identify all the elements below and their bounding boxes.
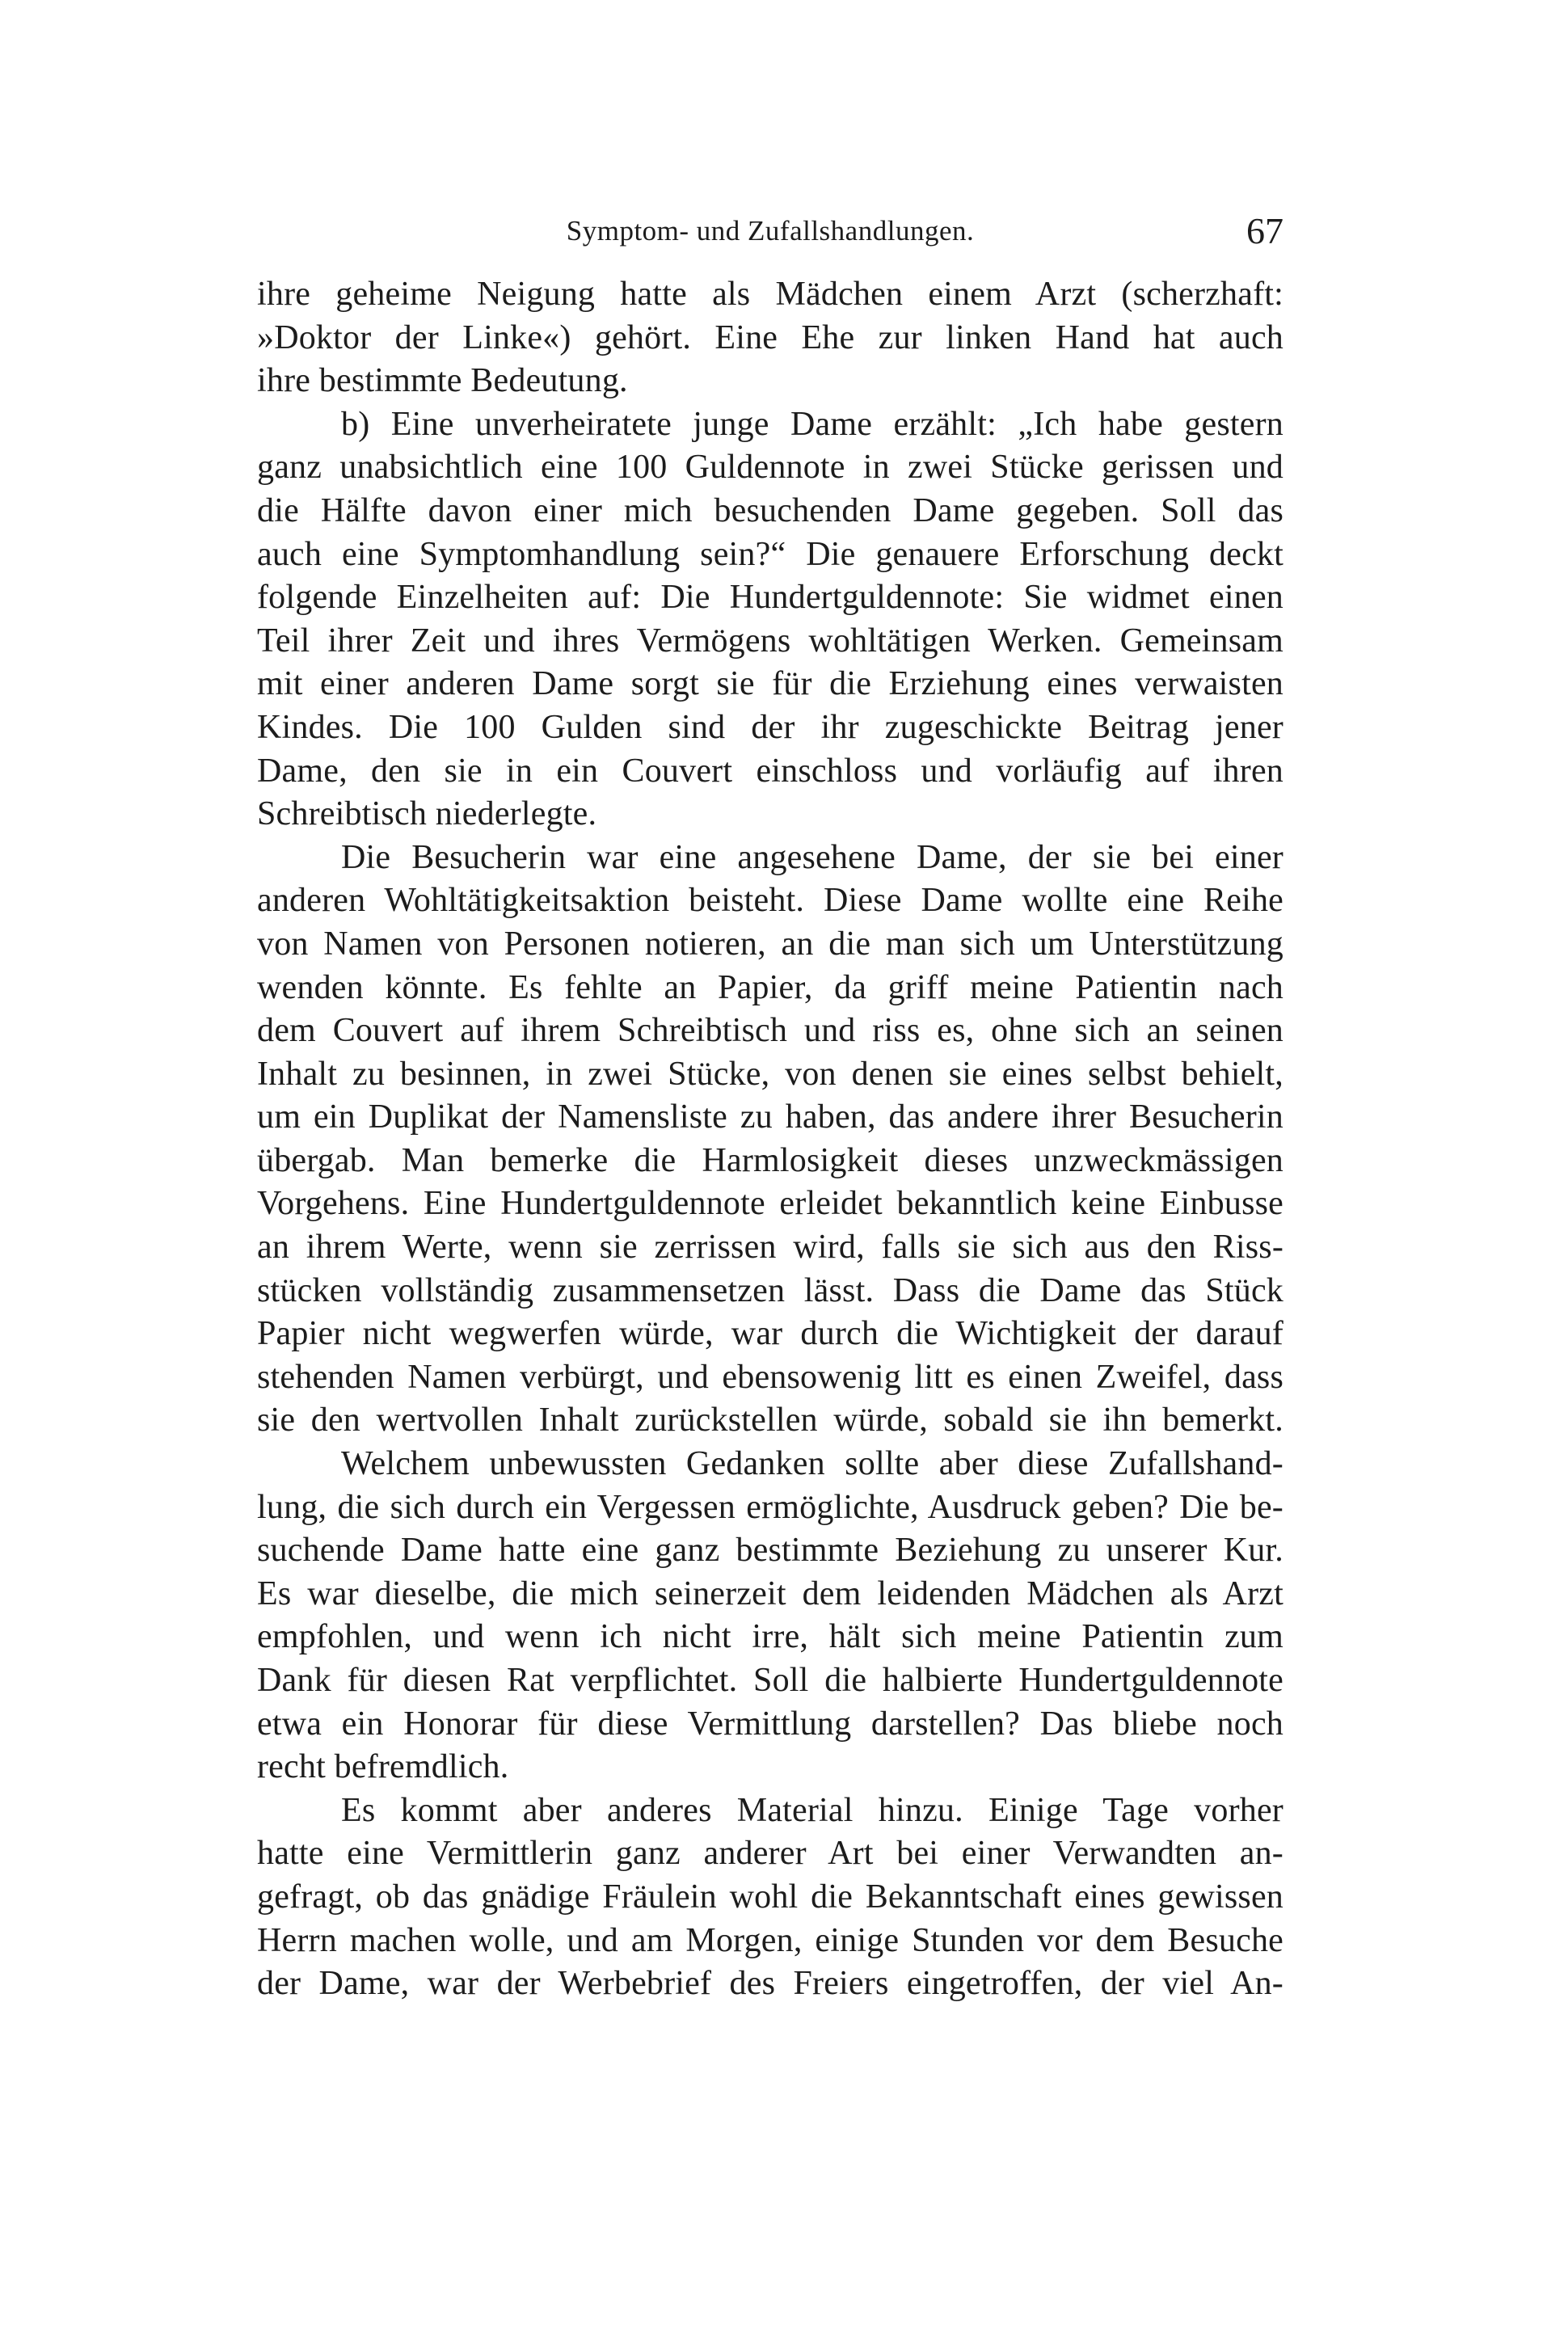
text-line: b) Eine unverheiratete junge Dame erzählt: „Ich habe gestern	[341, 405, 1283, 443]
text-line: »Doktor der Linke«) gehört. Eine Ehe zur linken Hand hat auch	[257, 318, 1283, 356]
text-line: ihre geheime Neigung hatte als Mädchen einem Arzt (scherzhaft:	[257, 276, 1283, 313]
paragraph	[257, 1789, 1283, 2006]
text-line: ganz unabsichtlich eine 100 Guldennote in zwei Stücke gerissen und	[257, 449, 1283, 487]
text-line: Dame, den sie in ein Couvert einschloss und vorläufig auf ihren	[257, 752, 1283, 790]
text-line: Die Besucherin war eine angesehene Dame, der sie bei einer	[341, 838, 1283, 876]
page-header	[257, 207, 1283, 255]
paragraph	[257, 837, 1283, 1443]
text-line: übergab. Man bemerke die Harmlosigkeit dieses unzweckmässigen	[257, 1141, 1283, 1179]
text-line: hatte eine Vermittlerin ganz anderer Art bei einer Verwandten an-	[257, 1835, 1283, 1873]
text-line: von Namen von Personen notieren, an die man sich um Unterstützung	[257, 925, 1283, 963]
text-line: ihre bestimmte Bedeutung.	[257, 362, 628, 400]
text-line: empfohlen, und wenn ich nicht irre, hält sich meine Patientin zum	[257, 1618, 1283, 1656]
paragraph	[257, 273, 1283, 403]
text-line: auch eine Symptomhandlung sein?“ Die genauere Erforschung deckt	[257, 535, 1283, 573]
text-line: stücken vollständig zusammensetzen lässt. Dass die Dame das Stück	[257, 1271, 1283, 1309]
text-line: Es kommt aber anderes Material hinzu. Einige Tage vorher	[341, 1791, 1283, 1829]
text-line: um ein Duplikat der Namensliste zu haben, das andere ihrer Besucherin	[257, 1098, 1283, 1136]
text-line: der Dame, war der Werbebrief des Freiers eingetroffen, der viel An-	[257, 1965, 1283, 2003]
body-text	[257, 273, 1283, 2006]
paragraph	[257, 1443, 1283, 1789]
text-line: etwa ein Honorar für diese Vermittlung darstellen? Das bliebe noch	[257, 1705, 1283, 1743]
text-line: wenden könnte. Es fehlte an Papier, da griff meine Patientin nach	[257, 968, 1283, 1006]
text-line: Es war dieselbe, die mich seinerzeit dem leidenden Mädchen als Arzt	[257, 1574, 1283, 1612]
text-line: stehenden Namen verbürgt, und ebensowenig litt es einen Zweifel, dass	[257, 1358, 1283, 1396]
text-line: Schreibtisch niederlegte.	[257, 795, 597, 833]
text-line: sie den wertvollen Inhalt zurückstellen würde, sobald sie ihn bemerkt.	[257, 1402, 1283, 1439]
text-line: suchende Dame hatte eine ganz bestimmte Beziehung zu unserer Kur.	[257, 1532, 1283, 1570]
text-line: folgende Einzelheiten auf: Die Hundertguldennote: Sie widmet einen	[257, 579, 1283, 617]
text-line: Kindes. Die 100 Gulden sind der ihr zugeschickte Beitrag jener	[257, 708, 1283, 746]
text-line: die Hälfte davon einer mich besuchenden Dame gegeben. Soll das	[257, 491, 1283, 529]
running-title: Symptom- und Zufallshandlungen.	[566, 215, 975, 247]
text-line: Dank für diesen Rat verpflichtet. Soll die halbierte Hundertguldennote	[257, 1662, 1283, 1699]
text-line: Vorgehens. Eine Hundertguldennote erleidet bekanntlich keine Einbusse	[257, 1185, 1283, 1223]
paragraph	[257, 403, 1283, 837]
text-line: Papier nicht wegwerfen würde, war durch die Wichtigkeit der darauf	[257, 1315, 1283, 1353]
page-number: 67	[1246, 210, 1283, 251]
text-line: Inhalt zu besinnen, in zwei Stücke, von denen sie eines selbst behielt,	[257, 1055, 1283, 1093]
text-line: Teil ihrer Zeit und ihres Vermögens wohltätigen Werken. Gemeinsam	[257, 622, 1283, 660]
text-line: Welchem unbewussten Gedanken sollte aber diese Zufallshand-	[341, 1445, 1283, 1483]
text-line: anderen Wohltätigkeitsaktion beisteht. Diese Dame wollte eine Reihe	[257, 882, 1283, 920]
text-line: lung, die sich durch ein Vergessen ermöglichte, Ausdruck geben? Die be-	[257, 1488, 1283, 1526]
text-line: mit einer anderen Dame sorgt sie für die Erziehung eines verwaisten	[257, 665, 1283, 703]
text-line: an ihrem Werte, wenn sie zerrissen wird, falls sie sich aus den Riss-	[257, 1229, 1283, 1267]
text-line: Herrn machen wolle, und am Morgen, einige Stunden vor dem Besuche	[257, 1921, 1283, 1959]
text-line: dem Couvert auf ihrem Schreibtisch und riss es, ohne sich an seinen	[257, 1012, 1283, 1050]
text-line: recht befremdlich.	[257, 1748, 509, 1786]
text-line: gefragt, ob das gnädige Fräulein wohl die Bekanntschaft eines gewissen	[257, 1878, 1283, 1916]
